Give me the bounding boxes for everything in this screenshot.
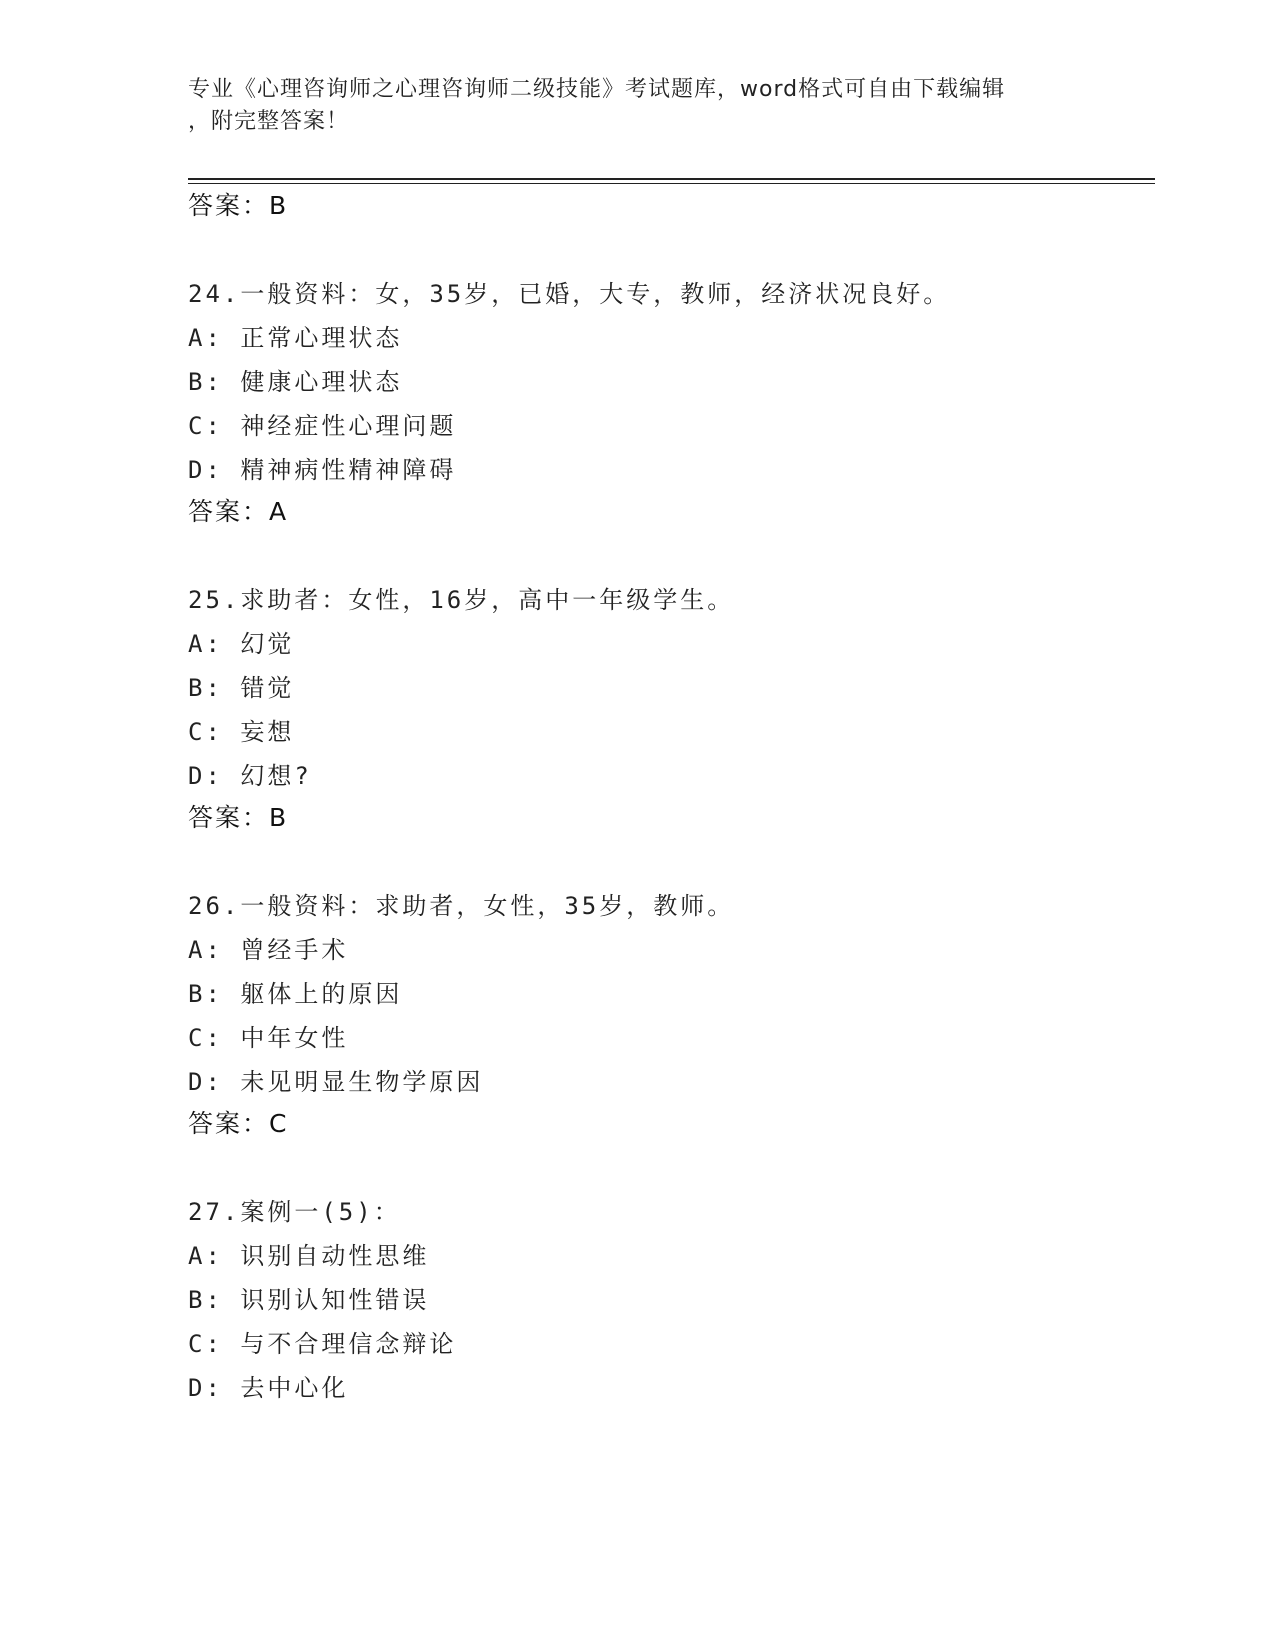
header-line-2: ，附完整答案！ bbox=[188, 109, 350, 134]
question-27: 27.案例一(5)： bbox=[188, 1198, 401, 1226]
q26-option-b: B: 躯体上的原因 bbox=[188, 980, 403, 1008]
document-header bbox=[188, 74, 1088, 138]
header-divider-thick bbox=[188, 178, 1155, 180]
q25-option-d: D: 幻想? bbox=[188, 762, 312, 790]
question-26: 26.一般资料：求助者，女性，35岁，教师。 bbox=[188, 892, 735, 920]
q27-option-a: A: 识别自动性思维 bbox=[188, 1242, 430, 1270]
q26-option-a: A: 曾经手术 bbox=[188, 936, 349, 964]
q26-option-c: C: 中年女性 bbox=[188, 1024, 349, 1052]
header-divider-thin bbox=[188, 183, 1155, 184]
q25-option-c: C: 妄想 bbox=[188, 718, 295, 746]
q25-option-b: B: 错觉 bbox=[188, 674, 295, 702]
q27-option-d: D: 去中心化 bbox=[188, 1374, 349, 1402]
q24-option-c: C: 神经症性心理问题 bbox=[188, 412, 457, 440]
q24-option-d: D: 精神病性精神障碍 bbox=[188, 456, 457, 484]
q24-option-a: A: 正常心理状态 bbox=[188, 324, 403, 352]
header-line-1: 专业《心理咨询师之心理咨询师二级技能》考试题库，word格式可自由下载编辑 bbox=[188, 77, 1006, 102]
answer-q25: 答案：B bbox=[188, 803, 289, 832]
question-25: 25.求助者：女性，16岁，高中一年级学生。 bbox=[188, 586, 735, 614]
q24-option-b: B: 健康心理状态 bbox=[188, 368, 403, 396]
q26-option-d: D: 未见明显生物学原因 bbox=[188, 1068, 484, 1096]
q27-option-b: B: 识别认知性错误 bbox=[188, 1286, 430, 1314]
question-24: 24.一般资料：女，35岁，已婚，大专，教师，经济状况良好。 bbox=[188, 280, 951, 308]
q25-option-a: A: 幻觉 bbox=[188, 630, 295, 658]
answer-q26: 答案：C bbox=[188, 1109, 289, 1138]
q27-option-c: C: 与不合理信念辩论 bbox=[188, 1330, 457, 1358]
answer-q23: 答案：B bbox=[188, 191, 289, 220]
answer-q24: 答案：A bbox=[188, 497, 289, 526]
